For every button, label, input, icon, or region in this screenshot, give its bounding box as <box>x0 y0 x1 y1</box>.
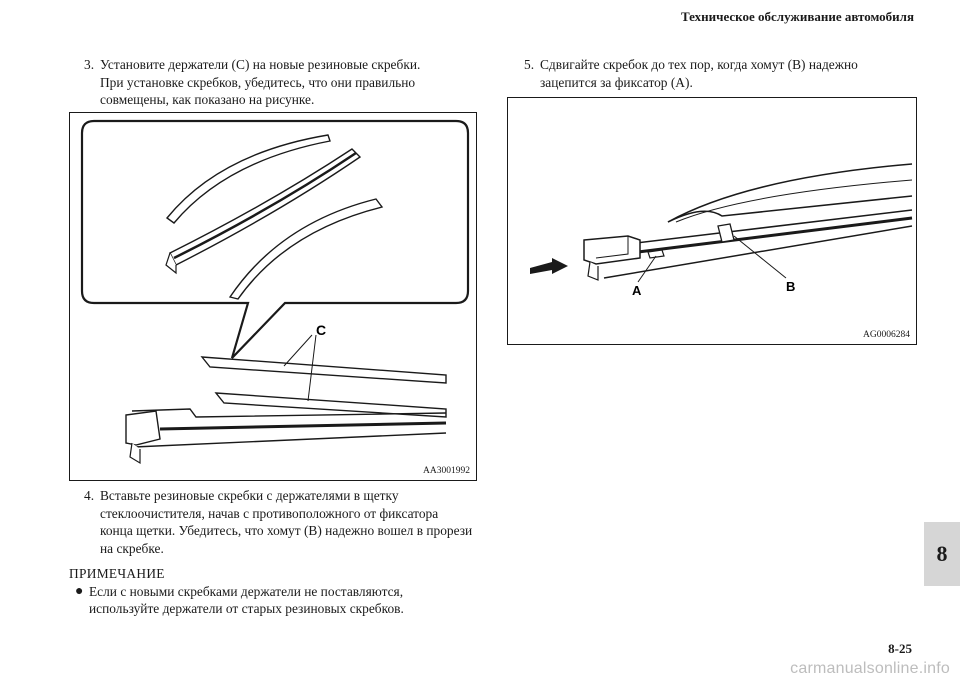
step-4-number: 4. <box>84 488 95 503</box>
chapter-tab: 8 <box>924 522 960 586</box>
step-5-number: 5. <box>524 57 535 72</box>
figure-2-id: AG0006284 <box>863 330 910 340</box>
figure-install-holders <box>69 112 477 481</box>
step-5 <box>524 56 924 91</box>
note-line-2: используйте держатели от старых резиновых скребков. <box>89 601 404 616</box>
step-3-line-1: Установите держатели (C) на новые резиновые скребки. <box>100 57 421 72</box>
figure-1-id: AA3001992 <box>423 466 470 476</box>
wiper-body-bottom <box>134 433 446 447</box>
end-cap-hook <box>588 262 598 280</box>
holder-c-upper <box>202 357 446 383</box>
figure-slide-blade <box>507 97 917 345</box>
wiper-holders-illustration <box>70 113 476 480</box>
label-b-leader <box>734 236 786 278</box>
step-5-line-1: Сдвигайте скребок до тех пор, когда хомут (B) надежно <box>540 57 858 72</box>
step-4 <box>84 487 504 557</box>
step-3-number: 3. <box>84 57 95 72</box>
blade-rail-top <box>628 210 912 244</box>
label-c-leader-1 <box>284 335 312 366</box>
step-3-line-3: совмещены, как показано на рисунке. <box>100 92 315 107</box>
arm-top-edge <box>668 164 912 222</box>
wiper-end-cap <box>126 411 160 445</box>
page-number: 8-25 <box>888 641 912 656</box>
step-4-line-3: конца щетки. Убедитесь, что хомут (B) надежно вошел в прорези <box>100 523 473 538</box>
note-title: ПРИМЕЧАНИЕ <box>69 566 165 581</box>
label-c: C <box>316 322 327 338</box>
page-header: Техническое обслуживание автомобиля <box>680 9 914 24</box>
blade-rubber <box>638 218 912 252</box>
label-a: A <box>632 283 642 298</box>
step-3 <box>84 56 504 109</box>
note <box>69 565 509 618</box>
end-cap <box>584 236 640 264</box>
wiper-end-hook <box>130 443 140 463</box>
step-4-line-2: стеклоочистителя, начав с противоположного от фиксатора <box>100 505 439 521</box>
direction-arrow-icon <box>530 258 568 274</box>
watermark: carmanualsonline.info <box>790 660 950 677</box>
note-line-1: Если с новыми скребками держатели не поставляются, <box>89 583 404 599</box>
wiper-blade-rubber <box>160 423 446 429</box>
step-4-line-4: на скребке. <box>100 540 164 556</box>
callout-bubble <box>82 121 468 358</box>
clamp-b <box>718 224 734 242</box>
arm-lower-edge <box>668 196 912 222</box>
step-3-line-2: При установке скребков, убедитесь, что они правильно <box>100 74 416 90</box>
step-4-line-1: Вставьте резиновые скребки с держателями в щетку <box>100 488 399 503</box>
bullet-icon: ● <box>75 583 84 599</box>
wiper-slide-illustration <box>508 98 916 344</box>
step-5-line-2: зацепится за фиксатор (A). <box>540 74 693 90</box>
arm-highlight <box>676 180 912 222</box>
label-b: B <box>786 279 796 294</box>
